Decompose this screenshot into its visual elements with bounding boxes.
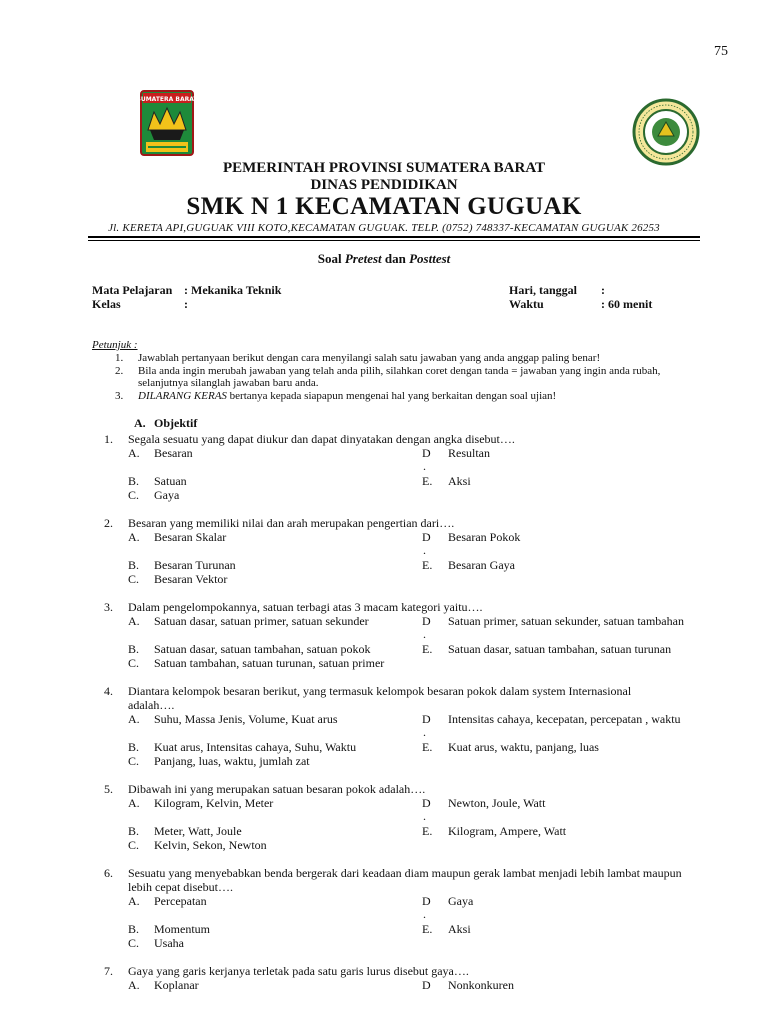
option-letter: A. [128, 614, 140, 628]
question-number: 2. [104, 516, 113, 530]
option-letter: B. [128, 642, 140, 656]
petunjuk-text: Bila anda ingin merubah jawaban yang telah anda pilih, silahkan coret dengan tanda = jawaban yang ingin anda rubah, [138, 365, 661, 377]
option-a: Besaran Skalar [154, 530, 227, 544]
option-letter: E. [422, 740, 433, 754]
option-letter: D [422, 796, 431, 810]
option-letter: C. [128, 488, 140, 502]
option-dot: . [423, 907, 426, 921]
question-number: 1. [104, 432, 113, 446]
option-a: Koplanar [154, 978, 199, 992]
option-e: Aksi [448, 474, 471, 488]
petunjuk-text: DILARANG KERAS bertanya kepada siapapun mengenai hal yang berkaitan dengan soal ujian! [138, 390, 557, 402]
option-letter: A. [128, 894, 140, 908]
option-c: Gaya [154, 488, 180, 502]
letterhead-rule-thick [88, 236, 700, 238]
option-c: Satuan tambahan, satuan turunan, satuan primer [154, 656, 385, 670]
kelas-value: : [184, 297, 188, 311]
option-b: Satuan dasar, satuan tambahan, satuan pokok [154, 642, 371, 656]
waktu-label: Waktu [509, 297, 544, 311]
option-d: Intensitas cahaya, kecepatan, percepatan , waktu [448, 712, 681, 726]
option-letter: D [422, 894, 431, 908]
option-letter: A. [128, 712, 140, 726]
option-letter: E. [422, 922, 433, 936]
question-number: 7. [104, 964, 113, 978]
letterhead-rule-thin [88, 240, 700, 241]
mapel-label: Mata Pelajaran [92, 283, 173, 297]
option-letter: D [422, 978, 431, 992]
letterhead-line2: DINAS PENDIDIKAN [310, 177, 458, 193]
option-letter: C. [128, 754, 140, 768]
option-dot: . [423, 725, 426, 739]
kelas-label: Kelas [92, 297, 121, 311]
option-dot: . [423, 809, 426, 823]
option-letter: A. [128, 530, 140, 544]
option-b: Besaran Turunan [154, 558, 236, 572]
option-a: Percepatan [154, 894, 207, 908]
question-number: 3. [104, 600, 113, 614]
option-letter: A. [128, 978, 140, 992]
sumatera-barat-crest-icon [136, 90, 198, 156]
question-text: Segala sesuatu yang dapat diukur dan dapat dinyatakan dengan angka disebut…. [128, 432, 515, 446]
option-letter: C. [128, 656, 140, 670]
school-address: Jl. KERETA API,GUGUAK VIII KOTO,KECAMATAN GUGUAK. TELP. (0752) 748337-KECAMATAN GUGUAK 26253 [108, 222, 660, 234]
section-letter: A. [134, 416, 146, 430]
option-letter: D [422, 614, 431, 628]
school-name: SMK N 1 KECAMATAN GUGUAK [186, 193, 582, 220]
question-text: Besaran yang memiliki nilai dan arah merupakan pengertian dari…. [128, 516, 455, 530]
option-e: Aksi [448, 922, 471, 936]
question-text: Gaya yang garis kerjanya terletak pada satu garis lurus disebut gaya…. [128, 964, 469, 978]
letterhead-line1: PEMERINTAH PROVINSI SUMATERA BARAT [222, 160, 546, 176]
option-dot: . [423, 459, 426, 473]
option-b: Satuan [154, 474, 187, 488]
option-c: Kelvin, Sekon, Newton [154, 838, 267, 852]
option-dot: . [423, 627, 426, 641]
option-letter: C. [128, 572, 140, 586]
petunjuk-num: 2. [115, 365, 124, 377]
question-text: Sesuatu yang menyebabkan benda bergerak dari keadaan diam maupun gerak lambat menjadi lebih lambat maupun [128, 866, 682, 880]
option-letter: D [422, 530, 431, 544]
option-e: Kilogram, Ampere, Watt [448, 824, 567, 838]
option-letter: E. [422, 474, 433, 488]
question-number: 4. [104, 684, 113, 698]
document-title: Soal Pretest dan Posttest [317, 251, 451, 266]
option-b: Momentum [154, 922, 210, 936]
option-e: Besaran Gaya [448, 558, 515, 572]
hari-label: Hari, tanggal [509, 283, 577, 297]
option-c: Besaran Vektor [154, 572, 228, 586]
option-d: Resultan [448, 446, 490, 460]
option-d: Nonkonkuren [448, 978, 514, 992]
hari-value: : [601, 283, 605, 297]
option-letter: C. [128, 936, 140, 950]
waktu-value: : 60 menit [601, 297, 653, 311]
option-letter: C. [128, 838, 140, 852]
petunjuk-text: Jawablah pertanyaan berikut dengan cara menyilangi salah satu jawaban yang anda anggap paling benar! [138, 352, 601, 364]
question-number: 6. [104, 866, 113, 880]
option-letter: B. [128, 474, 140, 488]
option-b: Kuat arus, Intensitas cahaya, Suhu, Waktu [154, 740, 357, 754]
option-a: Suhu, Massa Jenis, Volume, Kuat arus [154, 712, 338, 726]
section-label: Objektif [154, 416, 198, 430]
petunjuk-text: selanjutnya silanglah jawaban baru anda. [138, 377, 319, 389]
school-seal-icon [632, 98, 700, 166]
question-text: Diantara kelompok besaran berikut, yang termasuk kelompok besaran pokok dalam system Internasional [128, 684, 632, 698]
mapel-value: : Mekanika Teknik [184, 283, 282, 297]
option-e: Kuat arus, waktu, panjang, luas [448, 740, 599, 754]
option-letter: D [422, 446, 431, 460]
option-d: Besaran Pokok [448, 530, 521, 544]
option-b: Meter, Watt, Joule [154, 824, 242, 838]
option-d: Satuan primer, satuan sekunder, satuan tambahan [448, 614, 684, 628]
option-e: Satuan dasar, satuan tambahan, satuan turunan [448, 642, 672, 656]
option-d: Newton, Joule, Watt [448, 796, 546, 810]
option-a: Satuan dasar, satuan primer, satuan sekunder [154, 614, 369, 628]
option-letter: A. [128, 796, 140, 810]
option-a: Kilogram, Kelvin, Meter [154, 796, 274, 810]
option-dot: . [423, 543, 426, 557]
petunjuk-num: 3. [115, 390, 124, 402]
petunjuk-num: 1. [115, 352, 124, 364]
option-letter: B. [128, 922, 140, 936]
option-letter: B. [128, 558, 140, 572]
crest-text: SUMATERA BARAT [136, 96, 198, 103]
option-c: Panjang, luas, waktu, jumlah zat [154, 754, 310, 768]
option-d: Gaya [448, 894, 474, 908]
question-text: Dalam pengelompokannya, satuan terbagi atas 3 macam kategori yaitu…. [128, 600, 483, 614]
question-number: 5. [104, 782, 113, 796]
petunjuk-label: Petunjuk : [92, 339, 138, 351]
option-letter: E. [422, 558, 433, 572]
page-number: 75 [714, 44, 728, 59]
option-letter: B. [128, 824, 140, 838]
option-letter: A. [128, 446, 140, 460]
question-text: adalah…. [128, 698, 175, 712]
question-text: lebih cepat disebut…. [128, 880, 233, 894]
option-letter: B. [128, 740, 140, 754]
question-text: Dibawah ini yang merupakan satuan besaran pokok adalah…. [128, 782, 426, 796]
option-c: Usaha [154, 936, 184, 950]
option-letter: D [422, 712, 431, 726]
option-letter: E. [422, 824, 433, 838]
option-a: Besaran [154, 446, 193, 460]
option-letter: E. [422, 642, 433, 656]
